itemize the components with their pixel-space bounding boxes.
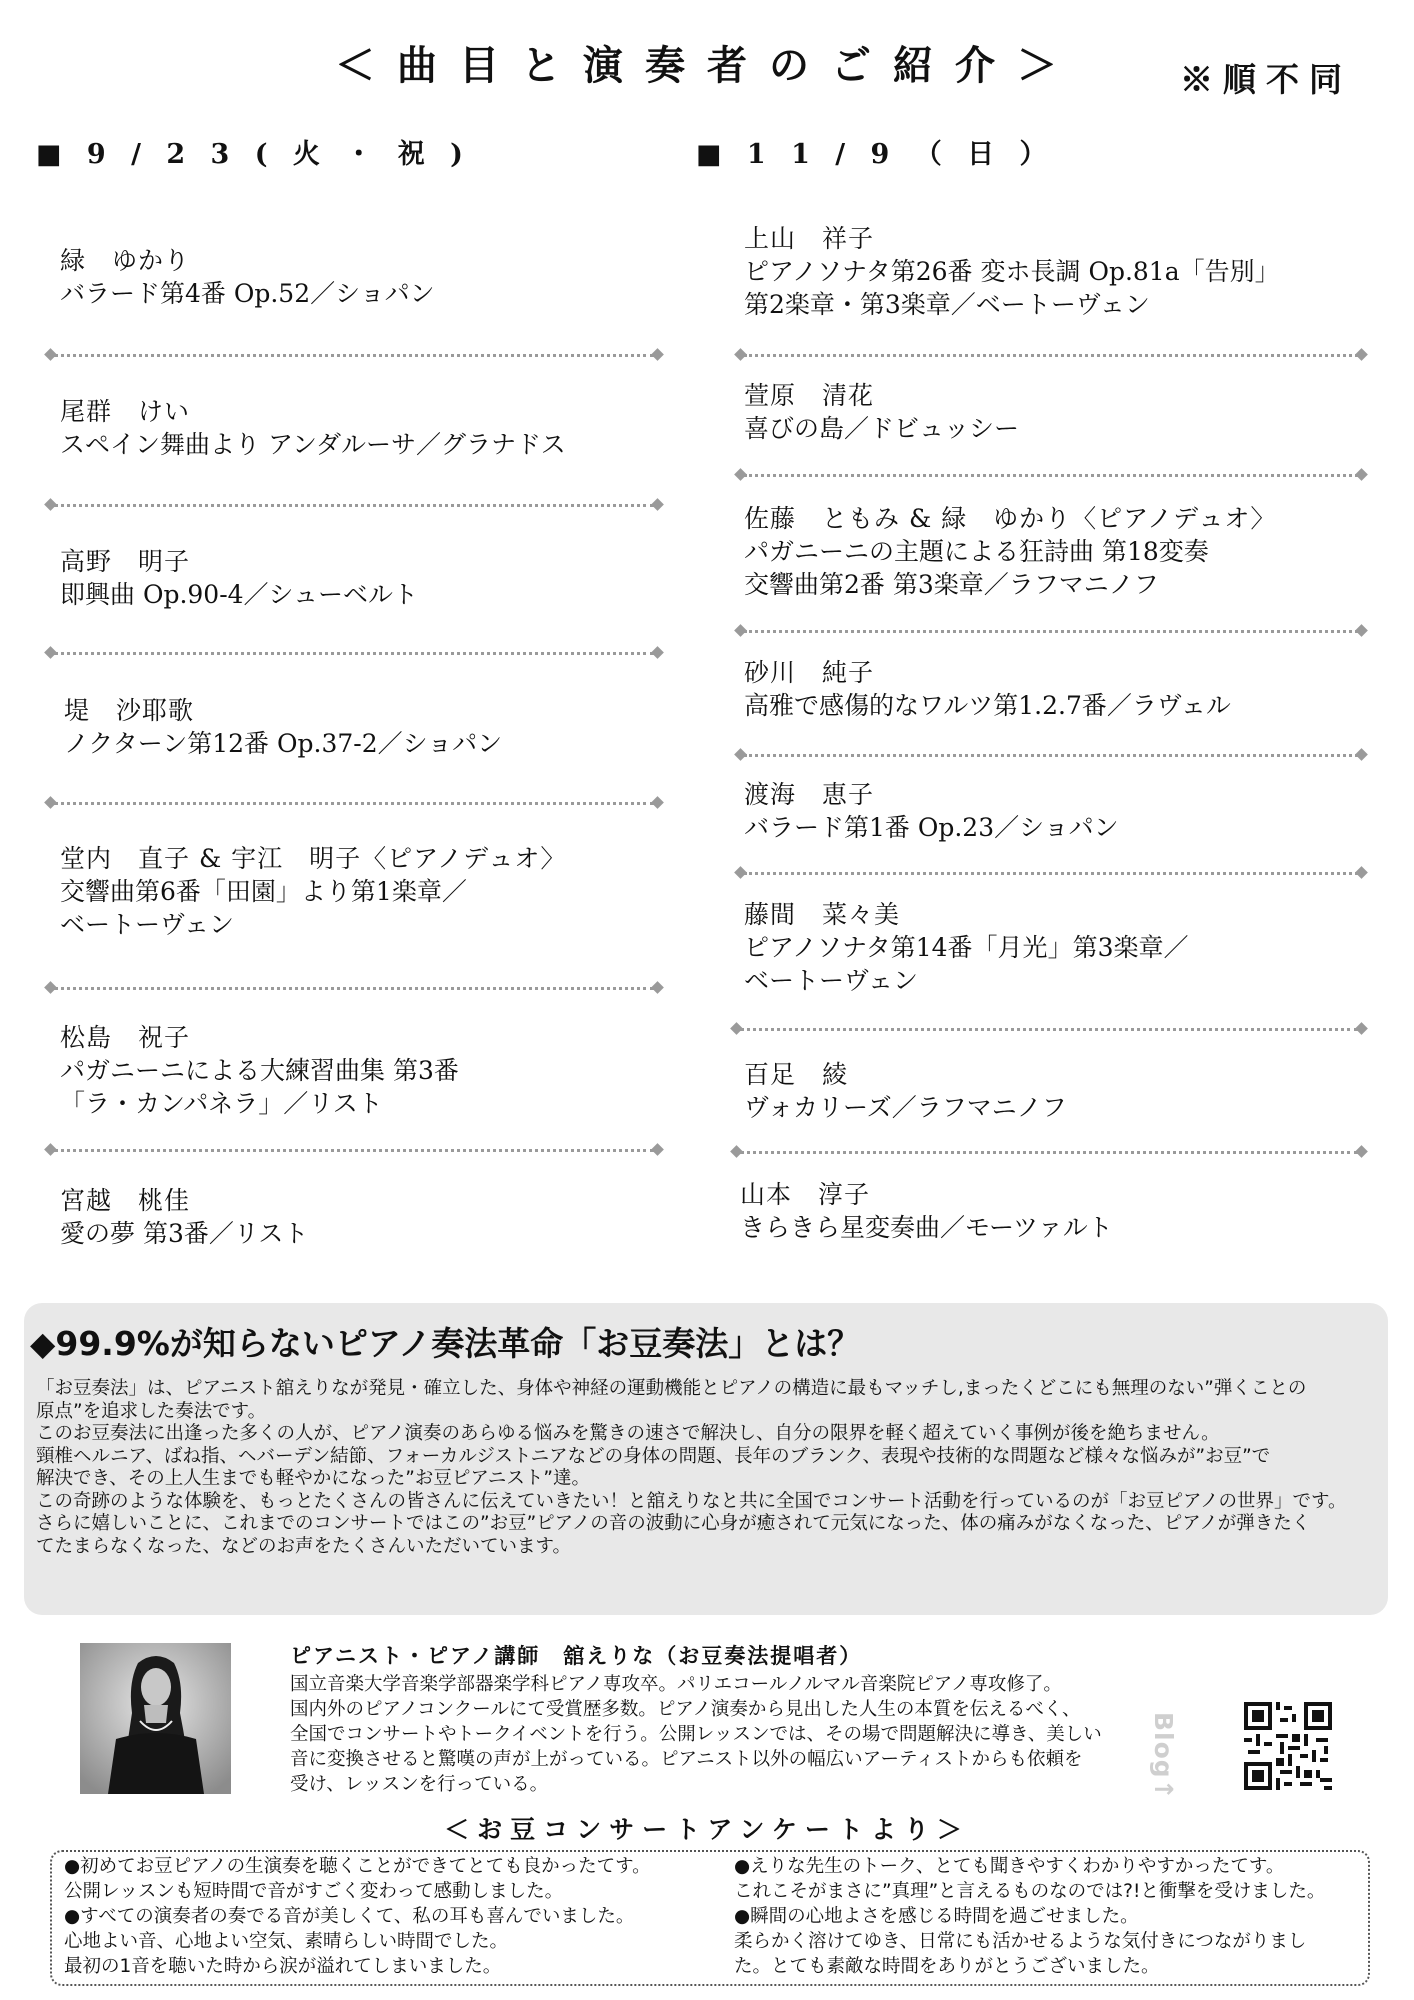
survey-right-column <box>734 1854 1325 1979</box>
piece-line: 即興曲 Op.90-4／シューベルト <box>60 580 419 609</box>
page-title: ＜曲目と演奏者のご紹介＞ <box>335 42 1079 89</box>
piece-line: 第2楽章・第3楽章／ベートーヴェン <box>744 290 1150 319</box>
about-line: この奇跡のような体験を、もっとたくさんの皆さんに伝えていきたい！と舘えりなと共に全国でコンサート活動を行っているのが「お豆ピアノの世界」です。 <box>36 1490 1347 1512</box>
piece-line: 高雅で感傷的なワルツ第1.2.7番／ラヴェル <box>744 691 1231 720</box>
profile-line: 音に変換させると驚嘆の声が上がっている。ピアニスト以外の幅広いアーティストからも依頼を <box>290 1749 1083 1770</box>
performer-name: 堤 沙耶歌 <box>64 696 195 725</box>
profile-line: 国内外のピアノコンクールにて受賞歴多数。ピアノ演奏から見出した人生の本質を伝えるべく、 <box>290 1699 1081 1720</box>
blog-label: Blog↑ <box>1149 1712 1178 1801</box>
survey-heading: ＜お豆コンサートアンケートより＞ <box>444 1815 970 1844</box>
performer-name: 緑 ゆかり <box>60 246 191 275</box>
piece-line: ピアノソナタ第14番「月光」第3楽章／ <box>744 933 1189 962</box>
program-entry <box>740 1178 1113 1244</box>
piece-line: きらきら星変奏曲／モーツァルト <box>740 1213 1113 1242</box>
piece-line: ノクターン第12番 Op.37-2／ショパン <box>64 729 503 758</box>
piece-line: バラード第4番 Op.52／ショパン <box>60 279 435 308</box>
survey-left-column <box>64 1854 651 1979</box>
program-entry <box>744 502 1276 601</box>
dotted-separator <box>46 498 662 514</box>
program-entry <box>744 778 1119 844</box>
performer-name: 佐藤 ともみ & 緑 ゆかり〈ピアノデュオ〉 <box>744 504 1277 533</box>
dotted-separator <box>736 866 1366 882</box>
program-entry <box>64 694 502 760</box>
program-entry <box>744 898 1188 997</box>
dotted-separator <box>46 981 662 997</box>
performer-name: 松島 祝子 <box>60 1023 191 1052</box>
about-line: 原点”を追求した奏法です。 <box>36 1400 267 1422</box>
about-line: てたまらなくなった、などのお声をたくさんいただいています。 <box>36 1535 572 1557</box>
dotted-separator <box>46 348 662 364</box>
dotted-separator <box>732 1022 1366 1038</box>
program-entry <box>60 244 435 310</box>
dotted-separator <box>46 1143 662 1159</box>
piece-line: 交響曲第6番「田園」より第1楽章／ <box>60 877 467 906</box>
dotted-separator <box>736 348 1366 364</box>
profile-heading: ピアニスト・ピアノ講師 舘えりな（お豆奏法提唱者） <box>290 1644 863 1668</box>
right-day-heading: ■ 1 1 / 9 （ 日 ） <box>696 139 1055 170</box>
about-heading: ◆99.9%が知らないピアノ奏法革命「お豆奏法」とは？ <box>30 1324 861 1363</box>
blog-qr-code[interactable] <box>1244 1702 1332 1790</box>
piece-line: スペイン舞曲より アンダルーサ／グラナドス <box>60 430 566 459</box>
piece-line: ベートーヴェン <box>60 910 235 939</box>
piece-line: ベートーヴェン <box>744 966 919 995</box>
profile-line: 全国でコンサートやトークイベントを行う。公開レッスンでは、その場で問題解決に導き、美しい <box>290 1724 1102 1745</box>
program-entry <box>60 395 566 461</box>
piece-line: 「ラ・カンパネラ」／リスト <box>60 1089 383 1118</box>
program-entry <box>60 1021 459 1120</box>
pianist-photo <box>80 1643 231 1794</box>
performer-name: 宮越 桃佳 <box>60 1186 191 1215</box>
survey-line: た。とても素敵な時間をありがとうございました。 <box>734 1956 1160 1977</box>
left-day-heading: ■ 9 / 2 3 ( 火 ・ 祝 ) <box>36 139 471 170</box>
piece-line: 喜びの島／ドビュッシー <box>744 414 1020 443</box>
survey-line: 柔らかく溶けてゆき、日常にも活かせるような気付きにつながりまし <box>734 1931 1307 1952</box>
dotted-separator <box>736 624 1366 640</box>
about-line: 解決でき、その上人生までも軽やかになった”お豆ピアニスト”達。 <box>36 1468 591 1489</box>
dotted-separator <box>736 468 1366 484</box>
dotted-separator <box>46 646 662 662</box>
about-line: 頸椎ヘルニア、ばね指、ヘバーデン結節、フォーカルジストニアなどの身体の問題、長年のブランク、表現や技術的な問題など様々な悩みが”お豆”で <box>36 1445 1271 1467</box>
profile-line: 国立音楽大学音楽学部器楽学科ピアノ専攻卒。パリエコールノルマル音楽院ピアノ専攻修了。 <box>290 1674 1062 1695</box>
performer-name: 尾群 けい <box>60 397 191 426</box>
performer-name: 堂内 直子 & 宇江 明子〈ピアノデュオ〉 <box>60 844 567 873</box>
about-line: 「お豆奏法」は、ピアニスト舘えりなが発見・確立した、身体や神経の運動機能とピアノの構造に最もマッチし,まったくどこにも無理のない”弾くことの <box>36 1378 1307 1399</box>
survey-line: 心地よい音、心地よい空気、素晴らしい時間でした。 <box>64 1931 509 1952</box>
profile-line: 受け、レッスンを行っている。 <box>290 1774 549 1795</box>
piece-line: パガニーニの主題による狂詩曲 第18変奏 <box>744 537 1209 566</box>
performer-name: 萱原 清花 <box>744 381 875 410</box>
dotted-separator <box>732 1145 1366 1161</box>
program-entry <box>744 379 1019 445</box>
performer-name: 百足 綾 <box>744 1060 849 1089</box>
dotted-separator <box>736 748 1366 764</box>
piece-line: ヴォカリーズ／ラフマニノフ <box>744 1093 1067 1122</box>
survey-line: ●えりな先生のトーク、とても聞きやすくわかりやすかったてす。 <box>734 1856 1285 1877</box>
survey-line: これこそがまさに”真理”と言えるものなのでは?!と衝撃を受けました。 <box>734 1881 1326 1902</box>
piece-line: バラード第1番 Op.23／ショパン <box>744 813 1119 842</box>
program-entry <box>60 545 418 611</box>
performer-name: 砂川 純子 <box>744 658 875 687</box>
about-line: さらに嬉しいことに、これまでのコンサートではこの”お豆”ピアノの音の波動に心身が癒されて元気になった、体の痛みがなくなった、ピアノが弾きたく <box>36 1513 1311 1534</box>
program-entry <box>60 1184 308 1250</box>
profile-text <box>290 1672 1102 1797</box>
piece-line: 交響曲第2番 第3楽章／ラフマニノフ <box>744 570 1159 599</box>
performer-name: 山本 淳子 <box>740 1180 871 1209</box>
survey-line: 最初の1音を聴いた時から涙が溢れてしまいました。 <box>64 1956 502 1977</box>
performer-name: 渡海 恵子 <box>744 780 875 809</box>
program-entry <box>744 1058 1067 1124</box>
survey-line: 公開レッスンも短時間で音がすごく変わって感動しました。 <box>64 1881 564 1902</box>
survey-line: ●すべての演奏者の奏でる音が美しくて、私の耳も喜んでいました。 <box>64 1906 635 1927</box>
performer-name: 上山 祥子 <box>744 224 875 253</box>
about-line: このお豆奏法に出逢った多くの人が、ピアノ演奏のあらゆる悩みを驚きの速さで解決し、自分の限界を軽く超えていく事例が後を絶ちません。 <box>36 1423 1220 1444</box>
piece-line: 愛の夢 第3番／リスト <box>60 1219 309 1248</box>
program-entry <box>744 222 1280 321</box>
piece-line: パガニーニによる大練習曲集 第3番 <box>60 1056 459 1085</box>
performer-name: 藤間 菜々美 <box>744 900 901 929</box>
program-entry <box>60 842 566 941</box>
performer-name: 高野 明子 <box>60 547 191 576</box>
program-entry <box>744 656 1231 722</box>
survey-line: ●初めてお豆ピアノの生演奏を聴くことができてとても良かったてす。 <box>64 1856 651 1877</box>
piece-line: ピアノソナタ第26番 変ホ長調 Op.81a「告別」 <box>744 257 1280 286</box>
dotted-separator <box>46 796 662 812</box>
order-note: ※順不同 <box>1180 60 1352 99</box>
survey-line: ●瞬間の心地よさを感じる時間を過ごせました。 <box>734 1906 1139 1927</box>
about-text <box>36 1378 1386 1558</box>
